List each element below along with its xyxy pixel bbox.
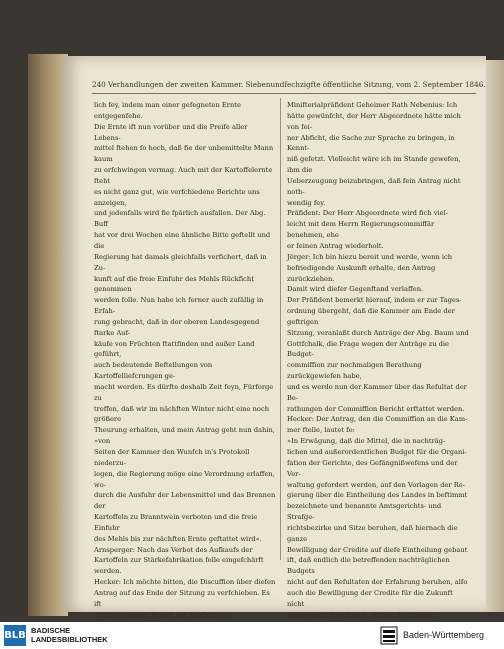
text-line: Seiten der Kammer den Wunfch in's Protokoll niederzu- <box>94 448 250 467</box>
text-line: käufe von Früchten ftattfinden und außer Land geführt, <box>94 339 255 359</box>
text-line: befriedigende Auskunft erhalte, den Antrag zurückziehen. <box>287 263 436 283</box>
left-text-column <box>94 100 276 622</box>
baden-wuerttemberg-crest-icon <box>380 626 398 645</box>
text-line: rung gebracht, daß in der oberen Landesgegend ftarke Auf- <box>94 317 260 337</box>
library-name <box>31 627 108 644</box>
text-line: hat vor drei Wochen eine ähnliche Bitte geftellt und die <box>94 231 271 250</box>
text-line: Ueberzeugung beizubringen, daß fein Antrag nicht noth- <box>287 176 461 196</box>
library-name-line1: BADISCHE <box>31 626 71 635</box>
blb-logo[interactable]: BLB <box>4 625 26 646</box>
text-line: werden folle. Nun habe ich ferner auch zufällig in Erfah- <box>94 296 264 316</box>
text-line: gierung über die Eintheilung des Landes in beftimmt <box>287 491 468 500</box>
text-line: »In Erwägung, daß die Mittel, die in nachträg- <box>287 437 446 446</box>
text-line: richtsbezirke und Sitze beruhen, daß hiernach die ganze <box>287 523 458 543</box>
text-line: Regierung hat damals gleichfalls verfichert, daß in Zu- <box>94 252 267 272</box>
text-line: ift, daß endlich die betreffenden nachträglichen Budgets <box>287 556 450 576</box>
header-rule <box>92 93 476 94</box>
text-line: rathungen der Commiffion Bericht erftattet werden. <box>287 404 465 413</box>
text-line: Präfident: Der Herr Abgeordnete wird fich viel- <box>287 209 448 218</box>
text-line: Hecker: Ich möchte bitten, die Discuffion über diefen <box>94 578 276 587</box>
text-line: leicht mit dem Herrn Regierungscommiffär benehmen, ehe <box>287 220 435 240</box>
text-line: auch bedeutende Beftellungen von Kartoffelliefcrungen ge- <box>94 361 213 381</box>
text-line: macht werden. Es dürfte deshalb Zeit feyn, Fürforge zu <box>94 382 274 402</box>
text-line: zu erfchwingen vermag. Auch mit der Kartoffelernte fteht <box>94 166 273 185</box>
text-line: waltung gefordert werden, auf den Vorlagen der Re- <box>287 480 466 489</box>
text-line: mittel ftehen fo hoch, daß fie der unbemittelte Mann kaum <box>94 144 274 164</box>
page-header: 240 Verhandlungen der zweiten Kammer. Siebenundfechzigfte öffentliche Sitzung, vom 2. September 1846. <box>92 80 486 89</box>
text-line: lich fey, indem man einer gefegneten Ernte entgegenfehe. <box>94 101 241 120</box>
text-line: ordnung übergeht, daß die Kammer am Ende der geftrigen <box>287 307 455 326</box>
library-name-line2: LANDESBIBLIOTHEK <box>31 634 108 644</box>
text-line: hätte gewünfcht, der Herr Abgeordnete hätte mich von fei- <box>287 111 461 131</box>
text-line: Die Ernte ift nun vorüber und die Preife aller Lebens- <box>94 122 248 142</box>
text-line: Der Präfident bemerkt hierauf, indem er zur Tages- <box>287 296 462 305</box>
text-line: auch die Bewilligung der Credite für die Zukunft nicht <box>287 588 453 608</box>
text-line: er feinen Antrag wiederholt. <box>287 241 384 250</box>
text-line: darin von einem Verbot der Ausfuhr von <box>94 610 231 619</box>
text-line: ner Abficht, die Sache zur Sprache zu bringen, in Kennt- <box>287 133 455 153</box>
text-line: des Mehls bis zur nächften Ernte geftattet wird«. <box>94 534 262 543</box>
text-line: Hecker: Der Antrag, den die Commiffion an die Kam- <box>287 415 468 424</box>
text-line: wendig fey. <box>287 198 326 207</box>
text-line: Minifterialpräfident Geheimer Rath Nebenius: Ich <box>287 101 458 109</box>
text-line: commiffion zur nochmaligen Berathung zurückgewiefen habe, <box>287 361 422 381</box>
text-line: bezeichnete und benannte Amtsgerichts- und Strafge- <box>287 502 442 522</box>
text-line: Gottfchalk, die Frage wegen der Anträge zu die Budget- <box>287 339 450 359</box>
text-line: nicht auf den Refultaten der Erfahrung beruhen, alfo <box>287 578 468 587</box>
text-line: es nicht ganz gut, wie verfchiedene Berichte uns anzeigen, <box>94 187 260 207</box>
text-line: niß gefetzt. Vielleicht wäre ich im Stande gewefen, ihm die <box>287 155 461 175</box>
text-line: Sitzung, veranlaßt durch Anträge der Abg. Baum und <box>287 328 469 337</box>
page-edge <box>486 60 504 612</box>
text-line: Jörger: Ich bin hiezu bereit und werde, wenn ich <box>287 252 453 261</box>
text-line: Kartoffeln zur Stärkefabrikation folle eingefchärft werden. <box>94 556 264 576</box>
text-line: Bewilligung der Credite auf diefe Eintheilung gebaut <box>287 545 468 554</box>
text-line: mer ftelle, lautet fo: <box>287 426 355 435</box>
text-line: lichen und außerordentlichen Budget für die Organi- <box>287 448 467 456</box>
state-name: Baden-Württemberg <box>403 630 485 640</box>
text-line: Theurung erhalten, und mein Antrag geht nun dahin, »von <box>94 426 275 446</box>
text-line: durch die Ausfuhr der Lebensmittel und das Brennen der <box>94 491 276 511</box>
text-line: kunft auf die freie Einfuhr des Mehls Rückficht genommen <box>94 274 254 294</box>
text-line: maßgebend feyn könne, erklärt die Kammer: <box>287 610 440 619</box>
text-line: Arnsperger: Nach das Verbot des Aufkaufs der <box>94 545 253 554</box>
column-divider <box>280 98 281 560</box>
text-line: Damit wird diefer Gegenftand verlaffen. <box>287 285 424 294</box>
text-line: fation der Gerichte, des Gefängnißwefens und der Ver- <box>287 458 458 478</box>
text-line: und es werde nun der Kammer über das Refultat der Be- <box>287 382 467 402</box>
right-text-column <box>287 100 469 622</box>
text-line: Kartoffeln zu Branntwein verboten und die freie Einfuhr <box>94 513 258 532</box>
footer-bar <box>0 622 504 649</box>
text-line: Antrag auf das Ende der Sitzung zu verfchieben. Es ift <box>94 588 270 608</box>
text-line: legen, die Regierung möge eine Verordnung erlaffen, wo- <box>94 469 275 489</box>
text-line: treffen, daß wir im nächften Winter nicht eine noch größere <box>94 404 270 424</box>
text-line: und jedenfalls wird fie fpärlich ausfallen. Der Abg. Buff <box>94 209 266 229</box>
